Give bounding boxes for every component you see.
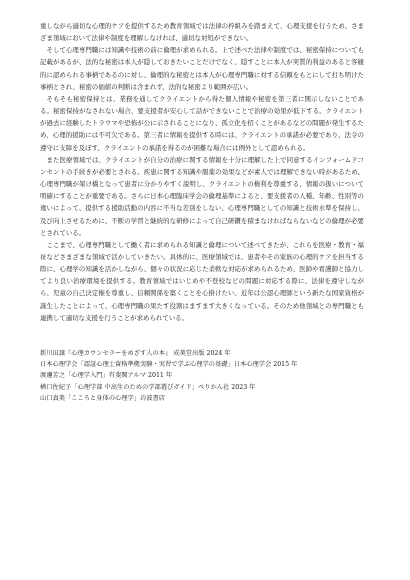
paragraph: そして心理専門職には知識や技術の前に倫理が求められる。上で述べた法律や制度では、秘密保持についても記載があるが、法的な秘密は本人が隠しておきたいことだけでなく、隠すことに本人が実質的利益のあると客観的に認められる事柄であるのに対し、倫理的な秘密とは本人が心理専門職に対する信頼をもとにして打ち明けた事柄とされ、秘密の価値の判断は含まれず、法的な秘密より範囲が広い。 xyxy=(40,46,364,91)
reference-item: 日本心理学会「認証心理士資格準拠実験・実習で学ぶ心理学の基礎」日本心理学会 2015 年 xyxy=(40,361,298,369)
paragraph: ここまで、心理専門職として働く者に求められる知識と倫理について述べてきたが、これらを医療・教育・福祉などさまざまな領域で活かしていきたい。具体的に、医療領域では、患者やその家族の心理的ケアを担当する際に、心理学の知識を活かしながら、個々の状況に応じた柔軟な対応が求められるため、医師や看護師と協力してより良い治療環境を提供する。教育領域ではいじめや不登校などの問題に対応する際に、法律を遵守しながら、児童の自己決定権を尊重し、信頼関係を築くことを心掛けたい。近年は公認心理師という新たな国家資格が誕生したことによって、心理専門職の果たす役割はますます大きくなっている。そのため他領域との専門職とも連携して適切な支援を行うことが求められている。 xyxy=(40,240,364,322)
reference-item: 山口真美「こころと身体の心理学」岩波書店 xyxy=(40,394,165,402)
paragraph: 重しながら適切な心理的ケアを提供するため教育領域では法律の枠組みを踏まえて、心理支援を行うため、さまざま領域において法律や制度を理解しなければ、適切な対処ができない。 xyxy=(40,22,364,43)
reference-list xyxy=(40,348,364,404)
paragraph: そもそも秘密保持とは、業務を通してクライエントから得た個人情報や秘密を第三者に開示しないことである。秘密保持がなされない場合、要支援者が安心して話ができないことで治療の効果が低下する。クライエントが過去に経験したトラウマや恐怖が公に示されることになり、孤立化を招くことがあるなどの問題が発生するため、心理的援助には不可欠である。第三者に情報を提供する時には、クライエントの承諾が必要であり、法令の遵守に支障を及ぼす、クライエントの承諾を得るのが困難な場合には例外として認められる。 xyxy=(40,94,364,152)
body-text xyxy=(40,20,364,324)
reference-item: 横口佐紀子「心理学部 中高生のための学部選びガイド」ぺりかん社 2023 年 xyxy=(40,383,256,391)
reference-item: 渡邊芳之「心理学入門」有斐閣アルマ 2011 年 xyxy=(40,372,173,380)
paragraph: また医療領域では、クライエントが自分の治療に関する情報を十分に理解した上で同意するインフォームドコンセントの手続きが必要とされる。疾患に関する知識や服薬の効果などが素人では理解できない時があるため、心理専門職が架け橋となって患者に分かりやすく説明し、クライエントの権利を尊重する、情報の扱いについて明確にすることが重要である。さらに日本心理臨床学会の倫理基準によると、要支援者の人種、年齢、性別等の違いによって、提供する援助活動の内容に不当な差別をしない、心理専門職としての知識と技術水準を保持し、及び向上させるために、不断の学習と継続的な研修によって自己研鑽を積まなければならないなどの倫理が必要とされている。 xyxy=(40,155,364,237)
reference-item: 新川田譲『心理カウンセラーをめざす人の本』 成美堂出版 2024 年 xyxy=(40,349,231,357)
